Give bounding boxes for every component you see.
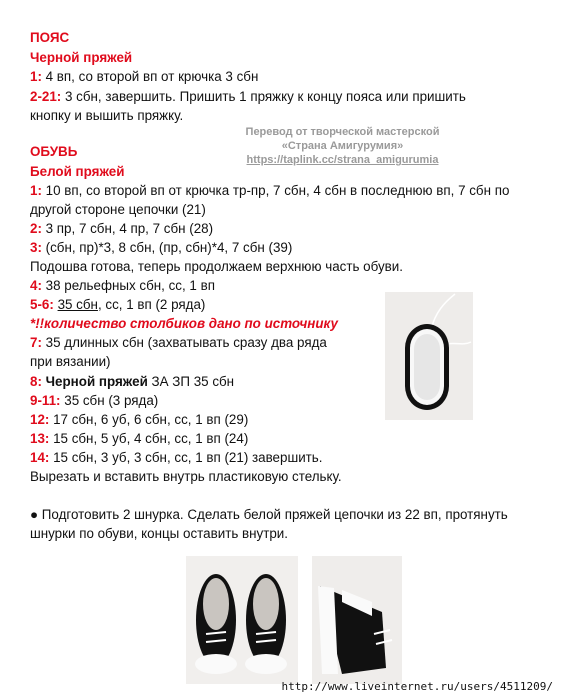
row-bold-text: Черной пряжей (41, 374, 148, 389)
row-text: 3 пр, 7 сбн, 4 пр, 7 сбн (28) (41, 221, 214, 236)
shoes-row-1-cont: другой стороне цепочки (21) (30, 202, 206, 217)
shoes-row-7-cont: при вязании) (30, 354, 111, 369)
laces-line-2: шнурки по обуви, концы оставить внутри. (30, 526, 289, 541)
shoes-pair-photo (186, 556, 298, 684)
watermark (230, 125, 455, 167)
row-text: 10 вп, со второй вп от крючка тр-пр, 7 сбн, 4 сбн в последнюю вп, 7 сбн по (41, 183, 510, 198)
row-text: 38 рельефных сбн, сс, 1 вп (41, 278, 215, 293)
insole-text: Вырезать и вставить внутрь пластиковую стельку. (30, 469, 342, 484)
watermark-line-1: Перевод от творческой мастерской (245, 126, 440, 138)
row-number: 7: (30, 335, 42, 350)
shoes-row-1 (30, 182, 509, 200)
shoes-row-8 (30, 373, 234, 391)
watermark-line-2: «Страна Амигурумия» (281, 140, 404, 152)
shoes-row-9-11 (30, 392, 158, 410)
shoes-row-4 (30, 277, 215, 295)
row-text: 15 сбн, 3 уб, 3 сбн, сс, 1 вп (21) завершить. (49, 450, 323, 465)
row-text: 15 сбн, 5 уб, 4 сбн, сс, 1 вп (24) (49, 431, 249, 446)
shoes-title: ОБУВЬ (30, 144, 78, 159)
row-text: 17 сбн, 6 уб, 6 сбн, сс, 1 вп (29) (49, 412, 249, 427)
sole-done-text: Подошва готова, теперь продолжаем верхнюю часть обуви. (30, 259, 404, 274)
row-text: 3 сбн, завершить. Пришить 1 пряжку к концу пояса или пришить (61, 89, 466, 104)
row-text: , сс, 1 вп (2 ряда) (97, 297, 206, 312)
shoes-row-5-6 (30, 296, 205, 314)
watermark-link[interactable]: https://taplink.cc/strana_amigurumia (246, 154, 439, 166)
shoes-row-13 (30, 430, 248, 448)
shoes-row-14 (30, 449, 323, 467)
belt-title: ПОЯС (30, 30, 70, 45)
shoe-side-photo (312, 556, 402, 684)
row-number: 1: (30, 183, 42, 198)
belt-row-2-21-cont: кнопку и вышить пряжку. (30, 108, 184, 123)
row-number: 14: (30, 450, 50, 465)
shoes-subtitle: Белой пряжей (30, 164, 125, 179)
shoes-row-3 (30, 239, 292, 257)
row-text: 35 сбн (3 ряда) (60, 393, 159, 408)
row-text: (сбн, пр)*3, 8 сбн, (пр, сбн)*4, 7 сбн (39) (41, 240, 293, 255)
row-number: 9-11: (30, 393, 61, 408)
sole-illustration (385, 292, 473, 420)
row-number: 4: (30, 278, 42, 293)
row-number: 13: (30, 431, 50, 446)
belt-subtitle: Черной пряжей (30, 50, 133, 65)
row-underlined-text: 35 сбн (57, 297, 98, 312)
row-number: 2-21: (30, 89, 62, 104)
shoes-pair-illustration (186, 556, 298, 684)
row-text: 35 длинных сбн (захватывать сразу два ряда (41, 335, 327, 350)
row-number: 1: (30, 69, 42, 84)
row-number: 5-6: (30, 297, 54, 312)
row-number: 2: (30, 221, 42, 236)
shoes-row-2 (30, 220, 213, 238)
sole-photo (385, 292, 473, 420)
row-text: ЗА ЗП 35 сбн (147, 374, 235, 389)
shoes-row-12 (30, 411, 248, 429)
row-text: 4 вп, со второй вп от крючка 3 сбн (41, 69, 259, 84)
row-number: 3: (30, 240, 42, 255)
belt-row-1 (30, 68, 258, 86)
shoes-row-7 (30, 334, 327, 352)
source-url[interactable]: http://www.liveinternet.ru/users/4511209/ (281, 680, 553, 693)
belt-row-2-21 (30, 88, 466, 106)
row-number: 12: (30, 412, 50, 427)
shoe-side-illustration (312, 556, 402, 684)
laces-line-1: ● Подготовить 2 шнурка. Сделать белой пряжей цепочки из 22 вп, протянуть (30, 507, 508, 522)
source-note: *!!количество столбиков дано по источнику (30, 316, 338, 331)
row-number: 8: (30, 374, 42, 389)
